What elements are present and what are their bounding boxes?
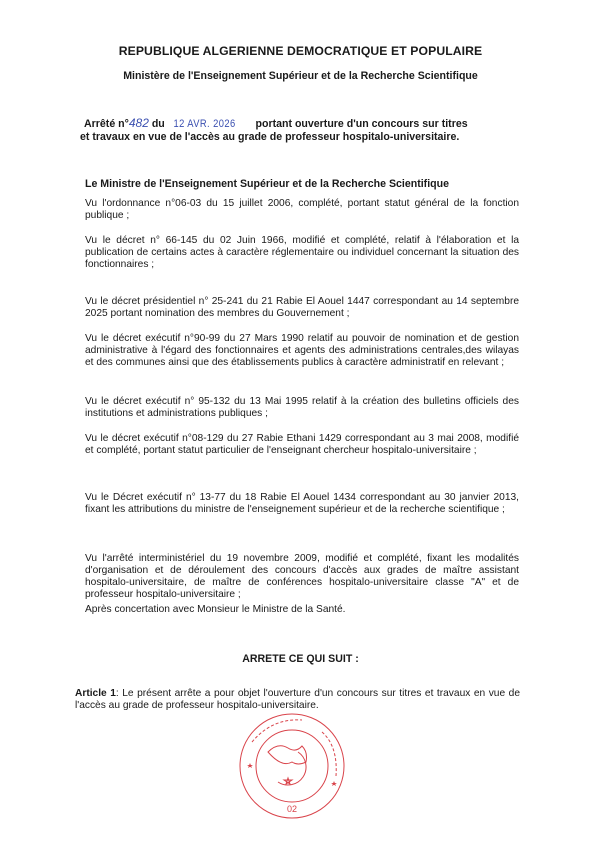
- visa-paragraph: Vu le décret présidentiel n° 25-241 du 21 Rabie El Aouel 1447 correspondant au 14 septembre 2025 portant nomination des membres du Gouvernement ;: [85, 296, 519, 319]
- arrete-date-stamp: 12 AVR. 2026: [173, 118, 236, 130]
- minister-heading: Le Ministre de l'Enseignement Supérieur et de la Recherche Scientifique: [85, 178, 449, 190]
- visa-paragraph: Vu l'ordonnance n°06-03 du 15 juillet 2006, complété, portant statut général de la fonction publique ;: [85, 198, 519, 221]
- visa-paragraph: Vu le décret n° 66-145 du 02 Juin 1966, modifié et complété, relatif à l'élaboration et la publication de certains actes à caractère réglementaire ou individuel concernant la situation des fonctionnaires ;: [85, 235, 519, 270]
- arrete-title-text: portant ouverture d'un concours sur titres: [255, 118, 468, 130]
- arrete-title-line2: et travaux en vue de l'accès au grade de professeur hospitalo-universitaire.: [80, 131, 460, 143]
- article-1-label: Article 1: [75, 688, 116, 699]
- official-seal: [238, 712, 346, 820]
- star-icon: [284, 778, 292, 784]
- arrete-prefix: Arrêté n°: [84, 118, 129, 130]
- republic-heading: REPUBLIQUE ALGERIENNE DEMOCRATIQUE ET POPULAIRE: [118, 44, 483, 58]
- arrete-title: [80, 117, 540, 144]
- arrete-number: 482: [128, 116, 149, 130]
- visa-paragraph: Vu le décret exécutif n° 95-132 du 13 Mai 1995 relatif à la création des bulletins officiels des institutions et administrations publiques ;: [85, 396, 519, 419]
- seal-number: 02: [286, 804, 298, 814]
- seal-inner-ring: [256, 730, 328, 802]
- star-icon: [331, 781, 337, 786]
- arrete-du: du: [148, 118, 168, 130]
- star-icon: [247, 763, 253, 768]
- seal-arabic-text: [322, 732, 336, 776]
- visa-paragraph: Vu le Décret exécutif n° 13-77 du 18 Rabie El Aouel 1434 correspondant au 30 janvier 2013, fixant les attributions du ministre de l'enseignement supérieur et de la recherche scientifique ;: [85, 492, 519, 515]
- ministry-heading: Ministère de l'Enseignement Supérieur et de la Recherche Scientifique: [123, 70, 478, 82]
- seal-arabic-text: [252, 720, 302, 742]
- article-1-text: : Le présent arrête a pour objet l'ouverture d'un concours sur titres et travaux en vue de l'accès au grade de professeur hospitalo-universitaire.: [75, 688, 521, 711]
- article-1: [75, 688, 520, 712]
- visa-paragraph: Vu l'arrêté interministériel du 19 novembre 2009, modifié et complété, fixant les modalités d'organisation et de déroulement des concours d'accès aux grades de maître assistant hospitalo-universitaire, de maître de conférences hospitalo-universitaire classe "A" et de professeur hospitalo-universitaire ;: [85, 553, 519, 600]
- visa-paragraph: Après concertation avec Monsieur le Ministre de la Santé.: [85, 604, 346, 615]
- visa-paragraph: Vu le décret exécutif n°90-99 du 27 Mars 1990 relatif au pouvoir de nomination et de gestion administrative à l'égard des fonctionnaires et agents des administrations centrales,des wilayas et des communes ainsi que des établissements publics à caractère administratif en relevant ;: [85, 333, 519, 368]
- arrete-title-line1: [80, 117, 540, 131]
- decision-heading: ARRETE CE QUI SUIT :: [242, 653, 359, 665]
- visa-paragraph: Vu le décret exécutif n°08-129 du 27 Rabie Ethani 1429 correspondant au 3 mai 2008, modifié et complété, portant statut particulier de l'enseignant chercheur hospitalo-universitaire ;: [85, 433, 519, 456]
